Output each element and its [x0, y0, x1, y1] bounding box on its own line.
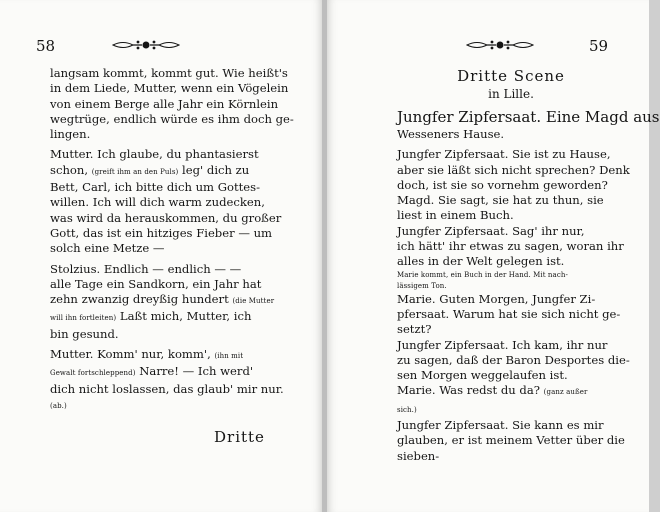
text-line — [50, 397, 276, 414]
text-line — [50, 66, 288, 81]
catchword: Dritte — [214, 428, 265, 446]
text-line — [50, 292, 276, 309]
text-span: aber sie läßt sich nicht sprechen? Denk — [397, 162, 630, 177]
text-span: was wird da herauskommen, du großer — [50, 210, 282, 225]
text-span: dich nicht loslassen, das glaub' mir nur. — [50, 381, 284, 396]
scene-heading: Jungfer Zipfersaat. Eine Magd aus — [397, 108, 660, 126]
text-line — [397, 178, 625, 193]
text-line — [397, 239, 625, 254]
text-line — [50, 111, 294, 127]
text-line — [50, 195, 276, 210]
text-span: wegtrüge, endlich würde es ihm doch ge- — [50, 111, 294, 126]
text-span: langsam kommt, kommt gut. Wie heißt's — [50, 66, 288, 80]
stage-direction: (greift ihm an den Puls) — [91, 167, 179, 176]
text-span: sen Morgen weggelaufen ist. — [397, 368, 568, 383]
text-line — [397, 383, 625, 400]
text-line — [397, 401, 625, 418]
text-span: alle Tage ein Sandkorn, ein Jahr hat — [50, 276, 262, 291]
text-line — [397, 338, 625, 353]
left-page — [0, 0, 322, 512]
text-line — [397, 292, 625, 307]
text-line — [397, 352, 630, 368]
text-span: Laßt mich, Mutter, ich — [116, 309, 252, 324]
text-line — [397, 322, 625, 337]
text-span: pfersaat. Warum hat sie sich nicht ge- — [397, 306, 621, 321]
text-span: zehn zwanzig dreyßig hundert — [50, 292, 233, 307]
text-line — [50, 277, 276, 292]
text-span: alles in der Welt gelegen ist. — [397, 254, 565, 269]
text-line — [397, 254, 625, 269]
text-span: Magd. Sie sagt, sie hat zu thun, sie — [397, 193, 604, 208]
text-span: bin gesund. — [50, 326, 119, 341]
text-span: solch eine Metze — — [50, 241, 165, 256]
text-span: in dem Liede, Mutter, wenn ein Vögelein — [50, 81, 289, 96]
text-span: Jungfer Zipfersaat. Ich kam, ihr nur — [397, 337, 608, 352]
left-page-text — [50, 66, 294, 414]
text-line — [50, 81, 289, 96]
text-span: Mutter. Komm' nur, komm', — [50, 347, 215, 362]
text-span: Bett, Carl, ich bitte dich um Gottes- — [50, 180, 261, 195]
text-span: zu sagen, daß der Baron Desportes die- — [397, 352, 630, 367]
text-line — [50, 262, 276, 277]
text-span: leg' dich zu — [178, 162, 250, 177]
text-span: ich hätt' ihr etwas zu sagen, woran ihr — [397, 239, 624, 254]
stage-direction: lässigem Ton. — [397, 281, 447, 290]
text-line — [50, 210, 282, 226]
scene-title: Dritte Scene — [457, 67, 565, 85]
stage-direction: Gewalt fortschleppend) — [50, 369, 136, 378]
text-span: setzt? — [397, 322, 432, 337]
stage-direction: (ab.) — [50, 401, 67, 410]
text-span: liest in einem Buch. — [397, 208, 514, 223]
text-line — [50, 226, 276, 241]
text-line — [397, 208, 625, 223]
text-line — [397, 270, 625, 281]
text-span: von einem Berge alle Jahr ein Körnlein — [50, 96, 279, 111]
text-span: Gott, das ist ein hitziges Fieber — um — [50, 225, 273, 240]
stage-direction: (ihn mit — [214, 352, 244, 361]
text-line — [50, 309, 276, 326]
text-span: Mutter. Ich glaube, du phantasierst — [50, 147, 259, 162]
right-page-text — [397, 66, 660, 464]
page-number-left: 58 — [36, 37, 56, 55]
stage-direction: will ihn fortleiten) — [50, 314, 117, 323]
text-line — [50, 327, 276, 342]
text-line — [50, 147, 276, 162]
text-span: lingen. — [50, 127, 91, 142]
floral-ornament-icon — [111, 39, 181, 51]
text-line — [50, 163, 276, 180]
text-line — [50, 347, 276, 364]
text-line — [397, 193, 625, 208]
text-line — [50, 364, 276, 381]
right-page — [327, 0, 660, 512]
floral-ornament-icon — [465, 39, 535, 51]
text-line — [397, 433, 625, 448]
text-span: willen. Ich will dich warm zudecken, — [50, 195, 265, 210]
text-span: Jungfer Zipfersaat. Sie ist zu Hause, — [397, 147, 611, 162]
text-line — [397, 418, 625, 433]
right-page-lines — [397, 147, 630, 464]
text-span: sieben- — [397, 448, 440, 463]
text-line — [50, 241, 276, 256]
text-line — [397, 307, 625, 322]
stage-direction: (die Mutter — [232, 297, 275, 306]
text-line — [50, 180, 276, 195]
text-line — [50, 381, 284, 397]
page-number-right: 59 — [589, 37, 609, 55]
text-span: Jungfer Zipfersaat. Sie kann es mir — [397, 418, 604, 433]
text-line — [50, 127, 276, 142]
text-span: doch, ist sie so vornehm geworden? — [397, 177, 608, 192]
text-span: schon, — [50, 162, 92, 177]
text-span: Narre! — Ich werd' — [135, 364, 254, 379]
scene-heading-cont: Wesseners Hause. — [397, 127, 505, 141]
text-line — [397, 281, 625, 292]
stage-direction: sich.) — [397, 405, 417, 414]
text-line — [50, 96, 279, 112]
text-line — [397, 368, 625, 383]
text-line — [397, 147, 625, 162]
text-line — [397, 224, 625, 239]
stage-direction: (ganz außer — [543, 388, 588, 397]
text-span: Marie. Guten Morgen, Jungfer Zi- — [397, 291, 596, 306]
text-line — [397, 162, 630, 178]
text-span: glauben, er ist meinem Vetter über die — [397, 433, 625, 448]
stage-direction: Marie kommt, ein Buch in der Hand. Mit nach- — [397, 270, 568, 279]
text-span: Marie. Was redst du da? — [397, 383, 544, 398]
text-span: Jungfer Zipfersaat. Sag' ihr nur, — [397, 223, 585, 238]
text-line — [397, 449, 625, 464]
scene-location: in Lille. — [488, 87, 534, 101]
text-span: Stolzius. Endlich — endlich — — — [50, 261, 242, 276]
